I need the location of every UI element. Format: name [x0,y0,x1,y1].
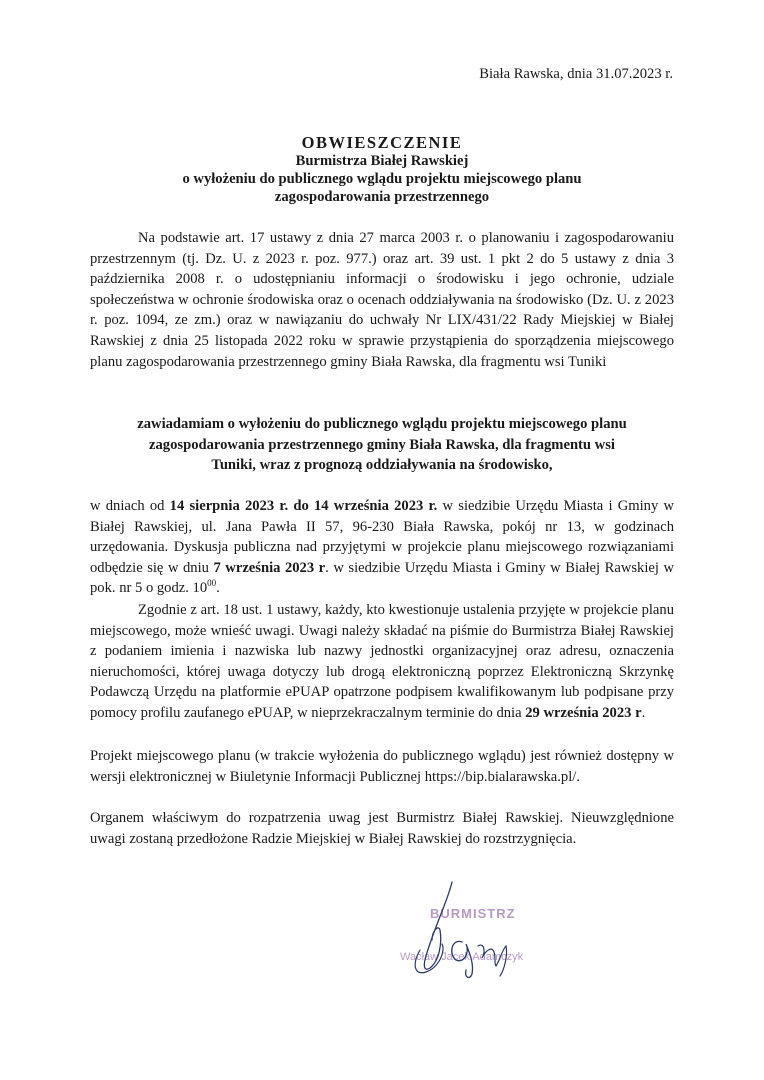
announcement-line1: zawiadamiam o wyłożeniu do publicznego wglądu projektu miejscowego planu [137,416,627,432]
signature-stamp [390,880,560,990]
dates-text-4: . [216,580,220,597]
legal-basis-paragraph: Na podstawie art. 17 ustawy z dnia 27 marca 2003 r. o planowaniu i zagospodarowaniu przestrzennym (tj. Dz. U. z 2023 r. poz. 977.) oraz art. 39 ust. 1 pkt 2 do 5 ustawy z dnia 3 października 2008 r. o udostępnianiu informacji o środowisku i jego ochronie, udziale społeczeństwa w ochronie środowiska oraz o ocenach oddziaływania na środowisko (Dz. U. z 2023 r. poz. 1094, ze zm.) oraz w nawiązaniu do uchwały Nr LIX/431/22 Rady Miejskiej w Białej Rawskiej z dnia 25 listopada 2022 roku w sprawie przystąpienia do sporządzenia miejscowego planu zagospodarowania przestrzennego gminy Biała Rawska, dla fragmentu wsi Tuniki [90,230,674,370]
place-and-date: Biała Rawska, dnia 31.07.2023 r. [479,66,673,82]
exhibition-dates: 14 sierpnia 2023 r. do 14 września 2023 r. [169,498,438,514]
comments-text-1: Zgodnie z art. 18 ust. 1 ustawy, każdy, kto kwestionuje ustalenia przyjęte w projekcie planu miejscowego, może wnieść uwagi. Uwagi należy składać na piśmie do Burmistrza Białej Rawskiej z podaniem imienia i nazwiska lub nazwy jednostki organizacyjnej oraz adresu, oznaczenia nieruchomości, której uwaga dotyczy lub drogą elektroniczną poprzez Elektroniczną Skrzynkę Podawczą Urzędu na platformie ePUAP opatrzone podpisem kwalifikowanym lub podpisane przy pomocy profilu zaufanego ePUAP, w nieprzekraczalnym terminie do dnia [90,602,674,721]
document-title: OBWIESZCZENIE [301,133,463,152]
stamp-role: BURMISTRZ [430,906,516,921]
comments-paragraph [90,600,674,724]
dates-text-3: . w siedzibie Urzędu Miasta i Gminy w Białej Rawskiej w pok. nr 5 o godz. 10 [90,559,674,597]
discussion-date: 7 września 2023 r [213,559,326,576]
dates-paragraph [90,496,674,599]
handwritten-signature [390,880,560,990]
heading-subject-line1: o wyłożeniu do publicznego wglądu projektu miejscowego planu [182,171,582,187]
document-heading [90,133,674,206]
electronic-version-paragraph: Projekt miejscowego planu (w trakcie wyłożenia do publicznego wglądu) jest również dostępny w wersji elektronicznej w Biuletynie Informacji Publicznej https://bip.bialarawska.pl/. [90,748,674,785]
heading-subject-line2: zagospodarowania przestrzennego [274,189,490,205]
dates-text-1: w dniach od [90,498,170,514]
dates-text-2: w siedzibie Urzędu Miasta i Gminy w Białej Rawskiej, ul. Jana Pawła II 57, 96-230 Biała Rawska, pokój nr 13, w godzinach urzędowania. Dyskusja publiczna nad przyjętymi w projekcie planu miejscowego rozwiązaniami odbędzie się w dniu [90,498,674,576]
comments-text-2: . [641,704,646,721]
announcement-line2: zagospodarowania przestrzennego gminy Biała Rawska, dla fragmentu wsi [149,436,615,453]
stamp-name: Wacław Jacek Adamczyk [400,951,524,963]
competent-authority-paragraph: Organem właściwym do rozpatrzenia uwag jest Burmistrz Białej Rawskiej. Nieuwzględnione uwagi zostaną przedłożone Radzie Miejskiej w Białej Rawskiej do rozstrzygnięcia. [90,810,674,847]
announcement [90,414,674,476]
announcement-line3: Tuniki, wraz z prognozą oddziaływania na środowisko, [211,457,553,474]
comments-deadline: 29 września 2023 r [525,704,642,721]
time-superscript: 00 [207,578,217,589]
heading-issuer: Burmistrza Białej Rawskiej [295,153,469,169]
